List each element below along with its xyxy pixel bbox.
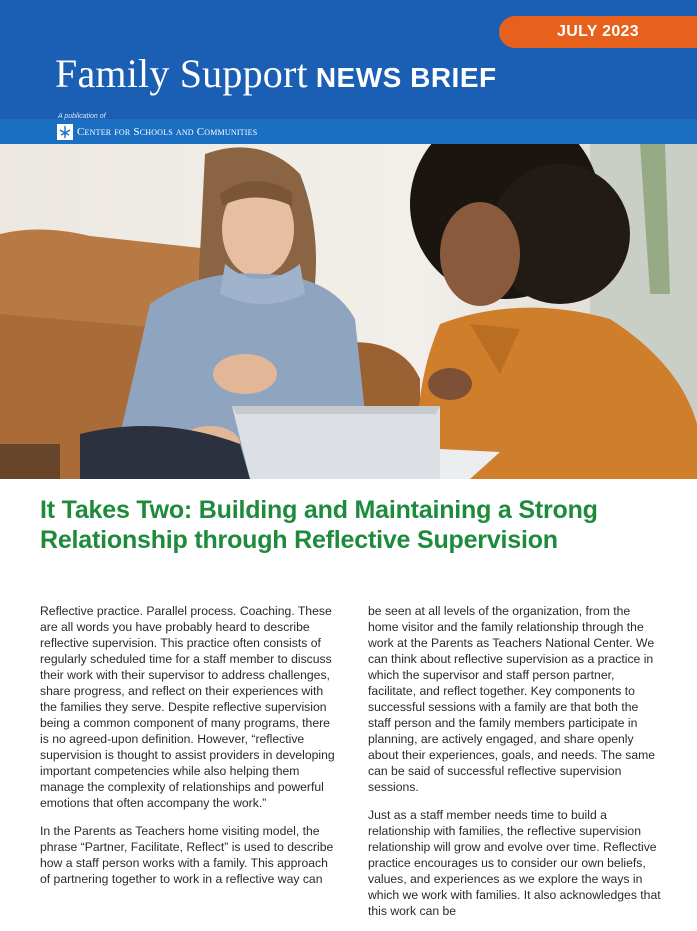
article-headline: It Takes Two: Building and Maintaining a Strong Relationship through Reflective Supervision bbox=[40, 496, 598, 554]
title-family-support: Family Support bbox=[55, 51, 308, 96]
title-news-brief: NEWS BRIEF bbox=[315, 62, 497, 93]
article-column-left bbox=[40, 603, 336, 899]
article-paragraph: In the Parents as Teachers home visiting model, the phrase “Partner, Facilitate, Reflect” is used to describe how a staff person works with a family. This approach of partnering together to work in a reflective way can bbox=[40, 824, 334, 886]
article-column-right bbox=[368, 603, 664, 931]
article-paragraph: Reflective practice. Parallel process. Coaching. These are all words you have probably heard to describe reflective supervision. This practice often consists of regularly scheduled time for a staff member to discuss their work with their supervisor to address challenges, share progress, and reflect on their experiences with the families they serve. Despite reflective supervision being a common component of many programs, there is no agreed-upon definition. However, “reflective supervision is thought to assist providers in developing important competencies while also helping them manage the complexity of relationships and powerful emotions that often accompany the work.” bbox=[40, 604, 335, 810]
two-women-laptop-photo bbox=[0, 144, 697, 479]
article-paragraph: be seen at all levels of the organization, from the home visitor and the family relationship through the work at the Parents as Teachers National Center. We can think about reflective supervision as a practice in which the supervisor and staff person partner, facilitate, and reflect together. Key components to successful sessions with a family are that both the staff person and the family members participate in planning, are actively engaged, and share openly about their experiences, goals, and needs. The same can be said of successful reflective supervision sessions. bbox=[368, 604, 656, 794]
organization-logo-line bbox=[57, 124, 257, 140]
newsletter-title bbox=[55, 50, 497, 97]
publication-of-label: A publication of bbox=[58, 113, 106, 120]
article-paragraph: Just as a staff member needs time to build a relationship with families, the reflective supervision relationship will grow and evolve over time. Reflective practice encourages us to consider our own beliefs, values, and experiences as we explore the ways in which we work with families. It also acknowledges that this work can be bbox=[368, 808, 661, 918]
masthead-banner bbox=[0, 0, 697, 144]
organization-name: Center for Schools and Communities bbox=[77, 126, 258, 138]
organization-logo-icon bbox=[57, 124, 73, 140]
issue-date-badge: JULY 2023 bbox=[499, 16, 697, 48]
photo-illustration bbox=[0, 144, 697, 479]
